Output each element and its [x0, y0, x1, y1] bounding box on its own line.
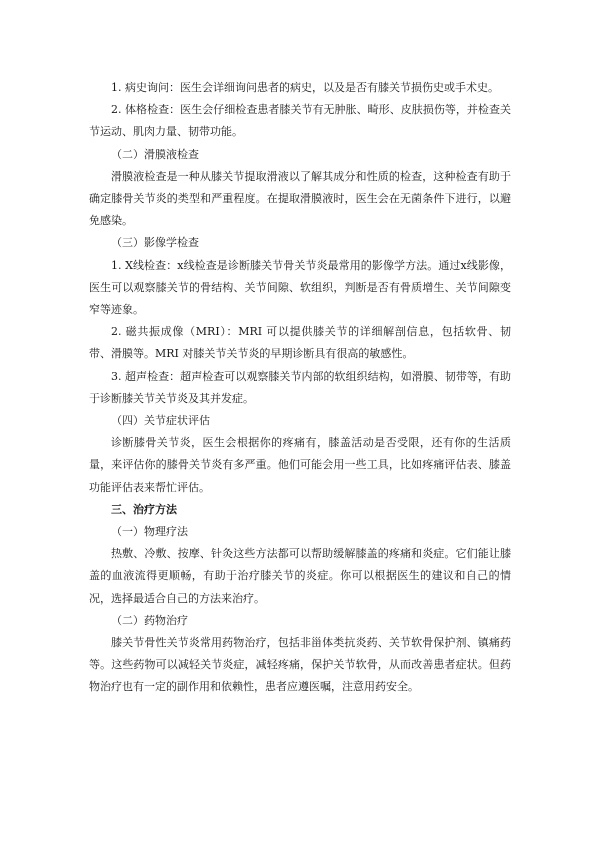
subheading-symptom-assessment: （四）关节症状评估 [111, 414, 210, 428]
paragraph-physical-therapy: 热敷、冷敷、按摩、针灸这些方法都可以帮助缓解膝盖的疼痛和炎症。它们能让膝盖的血液流得更顺畅，有助于治疗膝关节的炎症。你可以根据医生的建议和自己的情况，选择最适合自己的方法来治疗。 [89, 547, 511, 605]
subheading-imaging: （三）影像学检查 [111, 236, 199, 250]
subheading-synovial-fluid: （二）滑膜液检查 [111, 147, 199, 161]
subheading-drug-therapy: （二）药物治疗 [111, 613, 188, 627]
paragraph-mri: 2. 磁共振成像（MRI）：MRI 可以提供膝关节的详细解剖信息，包括软骨、韧带、滑膜等。MRI 对膝关节关节炎的早期诊断具有很高的敏感性。 [89, 325, 511, 361]
section-heading-treatment: 三、治疗方法 [111, 502, 177, 516]
subheading-physical-therapy: （一）物理疗法 [111, 525, 188, 539]
paragraph-drug-therapy: 膝关节骨性关节炎常用药物治疗，包括非甾体类抗炎药、关节软骨保护剂、镇痛药等。这些药物可以减轻关节炎症，减轻疼痛，保护关节软骨，从而改善患者症状。但药物治疗也有一定的副作用和依赖性，患者应遵医嘱，注意用药安全。 [89, 636, 511, 694]
paragraph-symptom-assessment: 诊断膝骨关节炎，医生会根据你的疼痛有，膝盖活动是否受限，还有你的生活质量，来评估你的膝骨关节炎有多严重。他们可能会用一些工具，比如疼痛评估表、膝盖功能评估表来帮忙评估。 [89, 436, 511, 494]
paragraph-physical-exam: 2. 体格检查：医生会仔细检查患者膝关节有无肿胀、畸形、皮肤损伤等，并检查关节运动、肌肉力量、韧带功能。 [89, 103, 511, 139]
paragraph-ultrasound: 3. 超声检查：超声检查可以观察膝关节内部的软组织结构，如滑膜、韧带等，有助于诊断膝关节关节炎及其并发症。 [89, 369, 511, 405]
paragraph-xray: 1. X线检查：x线检查是诊断膝关节骨关节炎最常用的影像学方法。通过x线影像，医生可以观察膝关节的骨结构、关节间隙、软组织，判断是否有骨质增生、关节间隙变窄等迹象。 [89, 258, 511, 317]
document-body [89, 77, 511, 699]
paragraph-history-inquiry: 1. 病史询问：医生会详细询问患者的病史，以及是否有膝关节损伤史或手术史。 [111, 81, 499, 94]
paragraph-synovial-fluid: 滑膜液检查是一种从膝关节提取滑液以了解其成分和性质的检查，这种检查有助于确定膝骨关节炎的类型和严重程度。在提取滑膜液时，医生会在无菌条件下进行，以避免感染。 [89, 169, 511, 228]
